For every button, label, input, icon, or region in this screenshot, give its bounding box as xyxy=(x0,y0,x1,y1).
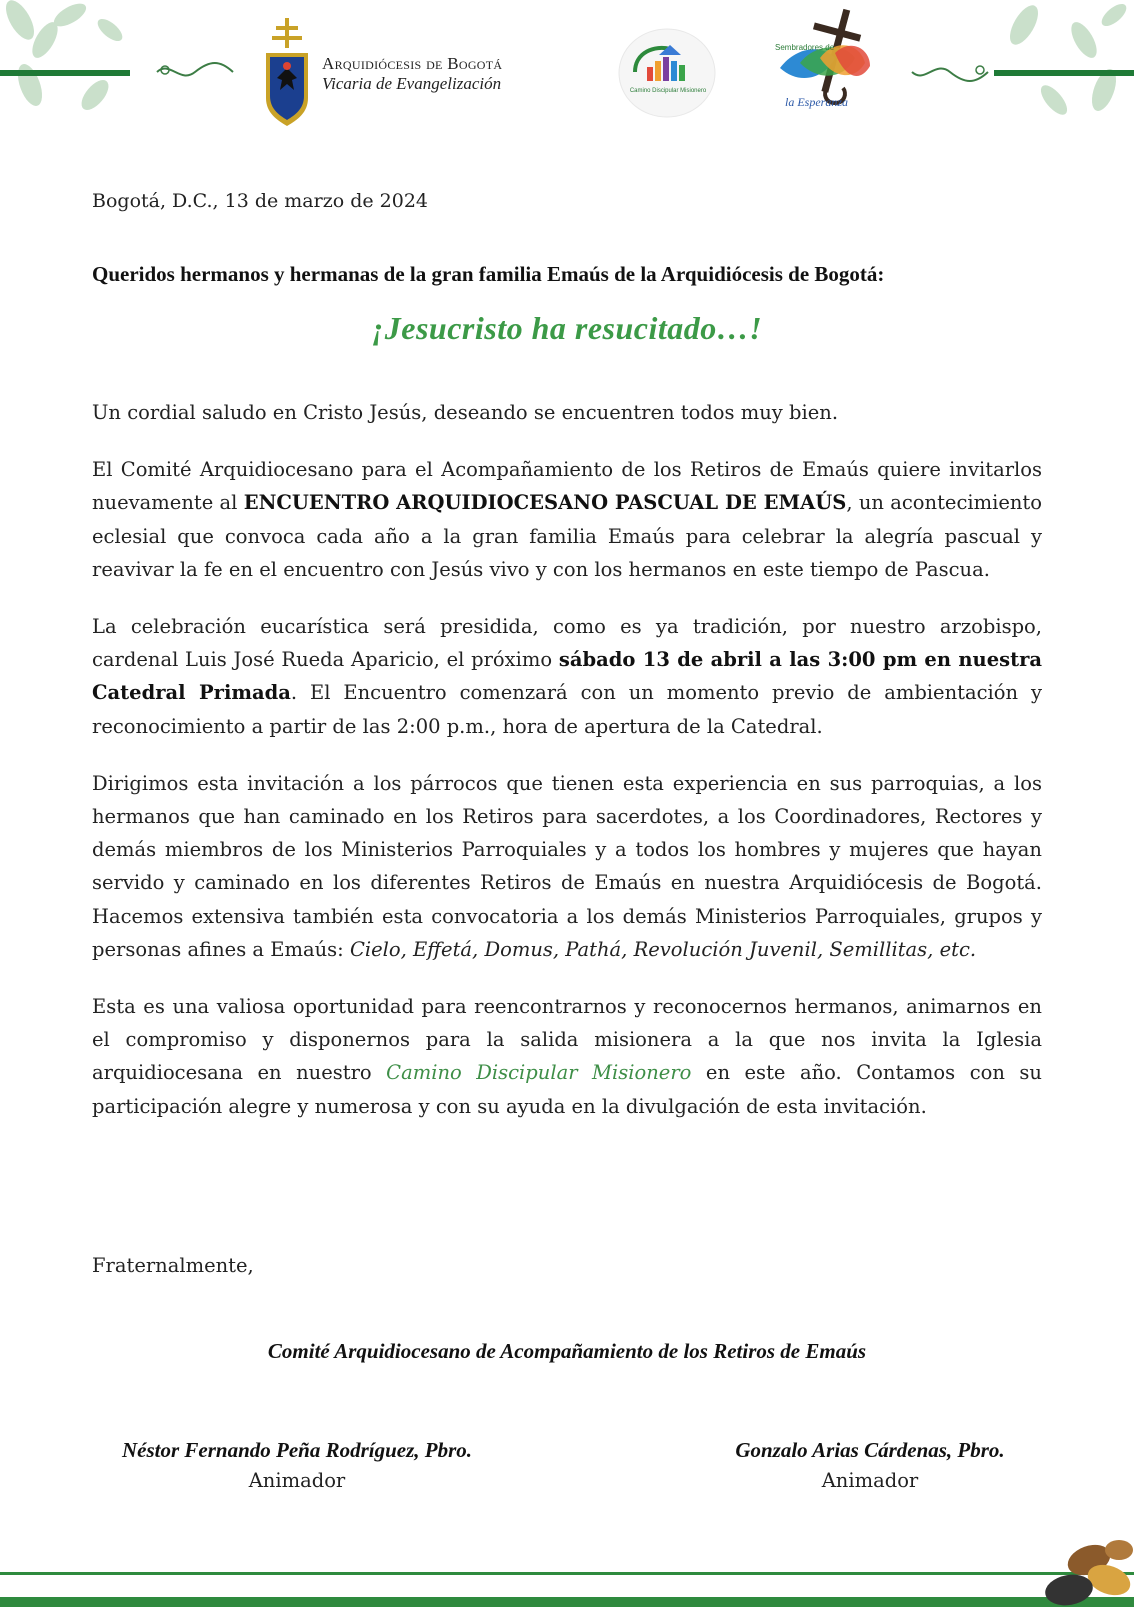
org-name-line2: Vicaria de Evangelización xyxy=(322,74,502,93)
archdiocese-crest-icon xyxy=(262,18,312,130)
groups-list: Cielo, Effetá, Domus, Pathá, Revolución Juvenil, Semillitas, etc. xyxy=(349,937,977,961)
paragraph-invitation: El Comité Arquidiocesano para el Acompañamiento de los Retiros de Emaús quiere invitarlos nuevamente al ENCUENTRO ARQUIDIOCESANO PASCUAL DE EMAÚS, un acontecimiento eclesial que convoca cada año a la gran familia Emaús para celebrar la alegría pascual y reavivar la fe en el encuentro con Jesús vivo y con los hermanos en este tiempo de Pascua. xyxy=(92,458,1043,581)
right-logo-text-top: Sembradores de xyxy=(775,43,835,52)
paragraph-celebration: La celebración eucarística será presidida, como es ya tradición, por nuestro arzobispo, cardenal Luis José Rueda Aparicio, el próximo sábado 13 de abril a las 3:00 pm en nuestra Catedral Primada. El Encuentro comenzará con un momento previo de ambientación y reconocimiento a partir de las 2:00 p.m., hora de apertura de la Catedral. xyxy=(92,615,1043,738)
paragraph-greeting: Un cordial saludo en Cristo Jesús, deseando se encuentren todos muy bien. xyxy=(92,401,839,424)
signer-name: Néstor Fernando Peña Rodríguez, Pbro. xyxy=(121,1438,473,1462)
event-date-place: sábado 13 de abril a las 3:00 pm en nuestra Catedral Primada xyxy=(92,648,1043,705)
footer-rule-thick xyxy=(0,1597,1134,1607)
swirl-ornament-left xyxy=(155,58,235,86)
signature-left xyxy=(92,1438,502,1492)
signer-role: Animador xyxy=(248,1469,346,1492)
leaves-decoration-left xyxy=(0,0,150,125)
camino-discipular-logo xyxy=(615,27,720,119)
header-rule-right xyxy=(994,70,1134,76)
signer-name: Gonzalo Arias Cárdenas, Pbro. xyxy=(735,1438,1005,1462)
header-rule-left xyxy=(0,70,130,76)
signer-role: Animador xyxy=(821,1469,919,1492)
signature-right xyxy=(700,1438,1040,1492)
letter-headline: ¡Jesucristo ha resucitado…! xyxy=(371,310,763,346)
letter-body xyxy=(92,396,1042,1147)
swirl-ornament-right xyxy=(910,58,990,86)
camino-discipular-reference: Camino Discipular Misionero xyxy=(386,1061,692,1085)
letter-salutation: Queridos hermanos y hermanas de la gran familia Emaús de la Arquidiócesis de Bogotá: xyxy=(92,262,885,286)
paragraph-opportunity: Esta es una valiosa oportunidad para reencontrarnos y reconocernos hermanos, animarnos en el compromiso y disponernos para la salida misionera a la que nos invita la Iglesia arquidiocesana en nuestro Camino Discipular Misionero en este año. Contamos con su participación alegre y numerosa y con su ayuda en la divulgación de esta invitación. xyxy=(92,995,1042,1118)
org-name-line1: Arquidiócesis de Bogotá xyxy=(322,54,503,73)
camino-logo-caption: Camino Discipular Misionero xyxy=(629,88,707,94)
letter-date: Bogotá, D.C., 13 de marzo de 2024 xyxy=(92,190,428,212)
letter-closing: Fraternalmente, xyxy=(92,1254,254,1277)
right-logo-text-bottom: la Esperanza xyxy=(785,95,848,109)
leaves-decoration-right xyxy=(984,0,1134,125)
footer-rule-thin xyxy=(0,1572,1134,1575)
sembradores-esperanza-logo xyxy=(775,8,890,120)
event-name: ENCUENTRO ARQUIDIOCESANO PASCUAL DE EMAÚS xyxy=(243,491,847,515)
committee-name: Comité Arquidiocesano de Acompañamiento de los Retiros de Emaús xyxy=(267,1339,867,1363)
paragraph-audience: Dirigimos esta invitación a los párrocos que tienen esta experiencia en sus parroquias, a los hermanos que han caminado en los Retiros para sacerdotes, a los Coordinadores, Rectores y demás miembros de los Ministerios Parroquiales y a todos los hombres y mujeres que hayan servido y caminado en los diferentes Retiros de Emaús en nuestra Arquidiócesis de Bogotá. Hacemos extensiva también esta convocatoria a los demás Ministerios Parroquiales, grupos y personas afines a Emaús: Cielo, Effetá, Domus, Pathá, Revolución Juvenil, Semillitas, etc. xyxy=(92,771,1042,961)
seeds-decoration-icon xyxy=(1014,1520,1134,1615)
